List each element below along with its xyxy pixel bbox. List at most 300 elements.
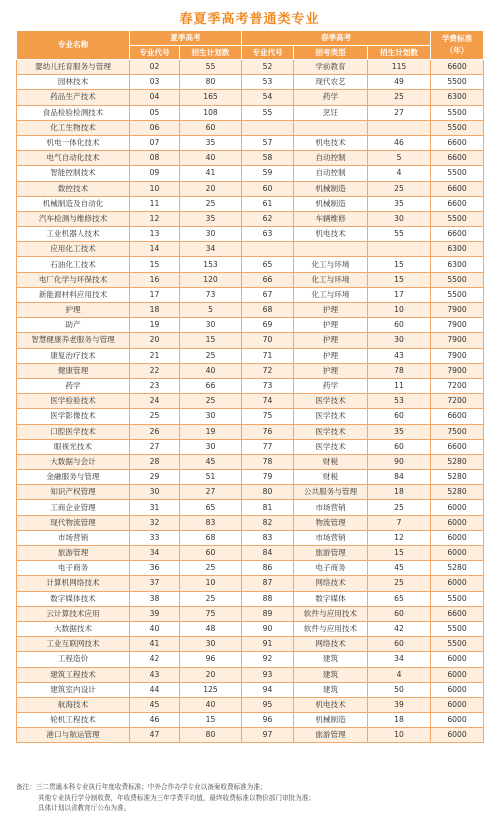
cell-major-name: 口腔医学技术	[17, 424, 130, 439]
cell-major-name: 金融服务与管理	[17, 470, 130, 485]
cell-spring-code: 89	[242, 606, 294, 621]
table-row	[17, 652, 484, 667]
cell-summer-code: 07	[130, 135, 180, 150]
cell-summer-code: 06	[130, 120, 180, 135]
cell-summer-plan: 30	[180, 227, 242, 242]
cell-spring-type: 机械制造	[294, 713, 368, 728]
cell-major-name: 大数据与会计	[17, 454, 130, 469]
cell-spring-plan: 60	[368, 409, 431, 424]
cell-major-name: 机械制造及自动化	[17, 196, 130, 211]
cell-summer-plan: 25	[180, 591, 242, 606]
cell-summer-plan: 96	[180, 652, 242, 667]
cell-summer-plan: 35	[180, 135, 242, 150]
cell-fee: 6000	[431, 576, 484, 591]
cell-spring-plan: 55	[368, 227, 431, 242]
cell-spring-plan: 4	[368, 166, 431, 181]
cell-spring-code: 66	[242, 272, 294, 287]
cell-summer-code: 38	[130, 591, 180, 606]
cell-summer-code: 09	[130, 166, 180, 181]
cell-summer-code: 11	[130, 196, 180, 211]
cell-summer-plan: 15	[180, 333, 242, 348]
cell-summer-plan: 30	[180, 318, 242, 333]
header-summer-plan: 招生计划数	[180, 46, 242, 60]
cell-spring-code: 74	[242, 394, 294, 409]
cell-spring-code: 88	[242, 591, 294, 606]
cell-spring-type: 医学技术	[294, 409, 368, 424]
cell-spring-type: 护理	[294, 363, 368, 378]
cell-spring-type: 市场营销	[294, 530, 368, 545]
cell-major-name: 知识产权管理	[17, 485, 130, 500]
cell-spring-type: 财税	[294, 470, 368, 485]
table-row	[17, 211, 484, 226]
cell-spring-code: 61	[242, 196, 294, 211]
cell-summer-code: 34	[130, 546, 180, 561]
cell-spring-code: 67	[242, 287, 294, 302]
cell-spring-type: 医学技术	[294, 439, 368, 454]
cell-spring-code: 84	[242, 546, 294, 561]
header-major-name: 专业名称	[17, 31, 130, 60]
cell-spring-plan: 65	[368, 591, 431, 606]
cell-major-name: 园林技术	[17, 75, 130, 90]
cell-spring-code: 86	[242, 561, 294, 576]
cell-fee: 5500	[431, 621, 484, 636]
cell-spring-type: 机电技术	[294, 227, 368, 242]
cell-summer-plan: 25	[180, 561, 242, 576]
cell-summer-plan: 165	[180, 90, 242, 105]
table-row	[17, 272, 484, 287]
cell-spring-type: 化工与环境	[294, 257, 368, 272]
cell-spring-plan: 35	[368, 424, 431, 439]
cell-spring-type: 机电技术	[294, 697, 368, 712]
cell-spring-code: 97	[242, 728, 294, 743]
table-row	[17, 348, 484, 363]
cell-summer-code: 43	[130, 667, 180, 682]
cell-summer-plan: 80	[180, 75, 242, 90]
cell-summer-code: 19	[130, 318, 180, 333]
table-row	[17, 181, 484, 196]
cell-spring-plan: 30	[368, 211, 431, 226]
cell-spring-plan: 10	[368, 303, 431, 318]
cell-spring-code: 79	[242, 470, 294, 485]
cell-spring-type: 建筑	[294, 652, 368, 667]
cell-fee: 6000	[431, 713, 484, 728]
cell-major-name: 康复治疗技术	[17, 348, 130, 363]
cell-summer-plan: 25	[180, 394, 242, 409]
cell-fee: 7900	[431, 318, 484, 333]
cell-spring-type: 机械制造	[294, 196, 368, 211]
cell-spring-code: 91	[242, 637, 294, 652]
cell-major-name: 助产	[17, 318, 130, 333]
cell-summer-code: 22	[130, 363, 180, 378]
cell-spring-plan: 42	[368, 621, 431, 636]
cell-summer-code: 31	[130, 500, 180, 515]
cell-spring-code: 68	[242, 303, 294, 318]
cell-summer-code: 33	[130, 530, 180, 545]
cell-summer-code: 40	[130, 621, 180, 636]
table-row	[17, 591, 484, 606]
cell-major-name: 数控技术	[17, 181, 130, 196]
cell-major-name: 工业互联网技术	[17, 637, 130, 652]
table-row	[17, 697, 484, 712]
cell-summer-code: 46	[130, 713, 180, 728]
cell-major-name: 护理	[17, 303, 130, 318]
table-row	[17, 470, 484, 485]
cell-spring-type: 烹饪	[294, 105, 368, 120]
cell-fee: 7200	[431, 394, 484, 409]
cell-major-name: 现代物流管理	[17, 515, 130, 530]
cell-summer-code: 45	[130, 697, 180, 712]
cell-spring-type: 建筑	[294, 667, 368, 682]
cell-fee: 6000	[431, 546, 484, 561]
cell-spring-plan: 53	[368, 394, 431, 409]
cell-spring-type: 机电技术	[294, 135, 368, 150]
cell-summer-plan: 108	[180, 105, 242, 120]
cell-spring-type: 财税	[294, 454, 368, 469]
cell-major-name: 港口与航运管理	[17, 728, 130, 743]
cell-fee: 6000	[431, 515, 484, 530]
cell-spring-type: 药学	[294, 90, 368, 105]
cell-spring-code: 93	[242, 667, 294, 682]
cell-summer-plan: 34	[180, 242, 242, 257]
cell-fee: 6600	[431, 151, 484, 166]
cell-major-name: 建筑室内设计	[17, 682, 130, 697]
cell-spring-type: 医学技术	[294, 394, 368, 409]
cell-summer-plan: 55	[180, 60, 242, 75]
cell-major-name: 药品生产技术	[17, 90, 130, 105]
cell-summer-code: 21	[130, 348, 180, 363]
cell-fee: 7500	[431, 424, 484, 439]
table-row	[17, 151, 484, 166]
header-fee-unit: （年）	[445, 46, 469, 55]
cell-spring-code	[242, 242, 294, 257]
cell-fee: 6600	[431, 181, 484, 196]
table-row	[17, 454, 484, 469]
cell-summer-code: 02	[130, 60, 180, 75]
cell-summer-plan: 25	[180, 348, 242, 363]
note-line: 具体计划以省教育厅公布为准。	[38, 804, 131, 812]
cell-summer-plan: 30	[180, 439, 242, 454]
cell-summer-code: 44	[130, 682, 180, 697]
cell-fee: 7900	[431, 363, 484, 378]
cell-spring-code: 65	[242, 257, 294, 272]
cell-summer-code: 30	[130, 485, 180, 500]
cell-major-name: 婴幼儿托育服务与管理	[17, 60, 130, 75]
cell-fee: 5500	[431, 120, 484, 135]
header-summer: 夏季高考	[130, 31, 242, 46]
cell-spring-type: 车辆维修	[294, 211, 368, 226]
cell-summer-code: 28	[130, 454, 180, 469]
cell-major-name: 化工生物技术	[17, 120, 130, 135]
note-line: 备注：三二贯通本科专业执行年度收费标准；中外合作办学专业以备案收费标准为准；	[16, 783, 267, 791]
cell-spring-type: 学前教育	[294, 60, 368, 75]
cell-major-name: 机电一体化技术	[17, 135, 130, 150]
cell-spring-plan: 78	[368, 363, 431, 378]
cell-fee: 7900	[431, 303, 484, 318]
cell-fee: 7900	[431, 333, 484, 348]
cell-spring-type: 药学	[294, 378, 368, 393]
table-row	[17, 637, 484, 652]
cell-major-name: 医学检验技术	[17, 394, 130, 409]
cell-spring-code: 92	[242, 652, 294, 667]
cell-spring-type: 数字媒体	[294, 591, 368, 606]
cell-fee: 6300	[431, 257, 484, 272]
header-fee-label: 学费标准	[441, 34, 473, 43]
cell-major-name: 药学	[17, 378, 130, 393]
cell-summer-plan: 35	[180, 211, 242, 226]
page-title: 春夏季高考普通类专业	[179, 12, 320, 27]
cell-fee: 5280	[431, 561, 484, 576]
cell-summer-plan: 20	[180, 667, 242, 682]
header-summer-code: 专业代号	[130, 46, 180, 60]
cell-spring-plan	[368, 120, 431, 135]
cell-spring-type: 现代农艺	[294, 75, 368, 90]
cell-fee: 6000	[431, 500, 484, 515]
header-spring-plan: 招生计划数	[368, 46, 431, 60]
cell-spring-type: 电子商务	[294, 561, 368, 576]
cell-fee: 5280	[431, 454, 484, 469]
table-row	[17, 166, 484, 181]
cell-fee: 5500	[431, 287, 484, 302]
cell-summer-code: 23	[130, 378, 180, 393]
cell-summer-plan: 19	[180, 424, 242, 439]
table-row	[17, 75, 484, 90]
cell-spring-code: 96	[242, 713, 294, 728]
cell-summer-plan: 153	[180, 257, 242, 272]
cell-spring-code: 59	[242, 166, 294, 181]
cell-spring-type: 机械制造	[294, 181, 368, 196]
table-row	[17, 682, 484, 697]
cell-spring-plan: 45	[368, 561, 431, 576]
cell-spring-plan: 12	[368, 530, 431, 545]
cell-spring-plan: 50	[368, 682, 431, 697]
cell-spring-code: 58	[242, 151, 294, 166]
cell-spring-plan: 11	[368, 378, 431, 393]
cell-spring-plan: 34	[368, 652, 431, 667]
cell-fee: 6600	[431, 409, 484, 424]
table-body	[17, 60, 484, 743]
cell-fee: 6600	[431, 227, 484, 242]
cell-major-name: 市场营销	[17, 530, 130, 545]
cell-spring-type: 公共服务与管理	[294, 485, 368, 500]
cell-spring-plan: 25	[368, 90, 431, 105]
cell-spring-plan: 60	[368, 606, 431, 621]
cell-summer-plan: 45	[180, 454, 242, 469]
cell-summer-plan: 20	[180, 181, 242, 196]
cell-spring-plan: 25	[368, 576, 431, 591]
cell-spring-code: 73	[242, 378, 294, 393]
cell-spring-type: 自动控制	[294, 166, 368, 181]
cell-summer-code: 14	[130, 242, 180, 257]
cell-major-name: 计算机网络技术	[17, 576, 130, 591]
cell-summer-code: 25	[130, 409, 180, 424]
cell-spring-code: 71	[242, 348, 294, 363]
cell-fee: 5500	[431, 75, 484, 90]
table-row	[17, 439, 484, 454]
table-row	[17, 530, 484, 545]
cell-summer-code: 05	[130, 105, 180, 120]
cell-spring-code: 69	[242, 318, 294, 333]
cell-fee: 6000	[431, 667, 484, 682]
cell-summer-code: 13	[130, 227, 180, 242]
cell-spring-plan: 35	[368, 196, 431, 211]
cell-summer-plan: 48	[180, 621, 242, 636]
cell-spring-type: 护理	[294, 333, 368, 348]
table-row	[17, 196, 484, 211]
cell-major-name: 电子商务	[17, 561, 130, 576]
cell-summer-code: 27	[130, 439, 180, 454]
cell-spring-plan: 27	[368, 105, 431, 120]
cell-fee: 6600	[431, 439, 484, 454]
cell-fee: 6600	[431, 606, 484, 621]
cell-spring-plan: 17	[368, 287, 431, 302]
cell-spring-plan: 4	[368, 667, 431, 682]
cell-summer-code: 20	[130, 333, 180, 348]
cell-summer-plan: 66	[180, 378, 242, 393]
table-row	[17, 242, 484, 257]
table-row	[17, 424, 484, 439]
cell-spring-plan: 39	[368, 697, 431, 712]
cell-major-name: 电厂化学与环保技术	[17, 272, 130, 287]
cell-fee: 6600	[431, 60, 484, 75]
cell-spring-plan: 15	[368, 257, 431, 272]
cell-spring-code: 90	[242, 621, 294, 636]
cell-summer-code: 04	[130, 90, 180, 105]
table-row	[17, 621, 484, 636]
cell-spring-code: 87	[242, 576, 294, 591]
cell-fee: 5500	[431, 637, 484, 652]
cell-spring-plan: 84	[368, 470, 431, 485]
cell-spring-code: 76	[242, 424, 294, 439]
cell-major-name: 汽车检测与维修技术	[17, 211, 130, 226]
cell-fee: 5500	[431, 166, 484, 181]
cell-summer-code: 12	[130, 211, 180, 226]
cell-summer-plan: 60	[180, 120, 242, 135]
cell-summer-plan: 60	[180, 546, 242, 561]
cell-spring-plan: 7	[368, 515, 431, 530]
table-row	[17, 546, 484, 561]
cell-spring-plan: 43	[368, 348, 431, 363]
table-row	[17, 227, 484, 242]
table-row	[17, 318, 484, 333]
cell-fee: 6600	[431, 196, 484, 211]
cell-fee: 5500	[431, 591, 484, 606]
cell-summer-plan: 30	[180, 409, 242, 424]
cell-summer-code: 26	[130, 424, 180, 439]
table-row	[17, 333, 484, 348]
cell-spring-type: 旅游管理	[294, 728, 368, 743]
cell-summer-code: 17	[130, 287, 180, 302]
note-line: 其他专业执行学分制收费，年收费标准为三年学费平均值，最终收费标准以物价部门审批为准；	[38, 793, 315, 802]
cell-summer-code: 18	[130, 303, 180, 318]
cell-summer-code: 08	[130, 151, 180, 166]
cell-summer-plan: 75	[180, 606, 242, 621]
cell-summer-plan: 65	[180, 500, 242, 515]
header-spring-type: 招考类型	[294, 46, 368, 60]
cell-summer-plan: 40	[180, 697, 242, 712]
cell-fee: 5500	[431, 272, 484, 287]
cell-major-name: 石油化工技术	[17, 257, 130, 272]
cell-fee: 7900	[431, 348, 484, 363]
cell-spring-plan	[368, 242, 431, 257]
cell-spring-plan: 25	[368, 181, 431, 196]
cell-major-name: 工程造价	[17, 652, 130, 667]
cell-spring-code: 82	[242, 515, 294, 530]
cell-spring-plan: 10	[368, 728, 431, 743]
cell-summer-code: 15	[130, 257, 180, 272]
cell-spring-type: 软件与应用技术	[294, 606, 368, 621]
table-row	[17, 576, 484, 591]
cell-summer-plan: 120	[180, 272, 242, 287]
cell-spring-code: 53	[242, 75, 294, 90]
cell-summer-code: 16	[130, 272, 180, 287]
header-spring-code: 专业代号	[242, 46, 294, 60]
cell-spring-plan: 49	[368, 75, 431, 90]
cell-spring-code: 80	[242, 485, 294, 500]
table-row	[17, 257, 484, 272]
cell-major-name: 大数据技术	[17, 621, 130, 636]
cell-summer-code: 37	[130, 576, 180, 591]
cell-spring-type	[294, 242, 368, 257]
table-row	[17, 485, 484, 500]
table-row	[17, 394, 484, 409]
cell-fee: 6000	[431, 728, 484, 743]
cell-spring-type: 护理	[294, 318, 368, 333]
cell-major-name: 健康管理	[17, 363, 130, 378]
cell-spring-plan: 60	[368, 318, 431, 333]
cell-spring-type: 化工与环境	[294, 272, 368, 287]
cell-spring-type: 护理	[294, 348, 368, 363]
cell-spring-code: 77	[242, 439, 294, 454]
cell-spring-type: 旅游管理	[294, 546, 368, 561]
cell-summer-code: 36	[130, 561, 180, 576]
table-row	[17, 561, 484, 576]
table-row	[17, 728, 484, 743]
table-row	[17, 500, 484, 515]
cell-spring-plan: 18	[368, 713, 431, 728]
cell-spring-type: 建筑	[294, 682, 368, 697]
cell-spring-plan: 46	[368, 135, 431, 150]
table-row	[17, 135, 484, 150]
cell-major-name: 轮机工程技术	[17, 713, 130, 728]
table-row	[17, 90, 484, 105]
cell-spring-code: 75	[242, 409, 294, 424]
cell-major-name: 云计算技术应用	[17, 606, 130, 621]
cell-fee: 6300	[431, 242, 484, 257]
cell-spring-plan: 25	[368, 500, 431, 515]
cell-fee: 5500	[431, 211, 484, 226]
cell-fee: 5500	[431, 105, 484, 120]
cell-spring-code: 60	[242, 181, 294, 196]
cell-major-name: 医学影像技术	[17, 409, 130, 424]
notes	[16, 782, 486, 814]
cell-major-name: 电气自动化技术	[17, 151, 130, 166]
cell-summer-plan: 51	[180, 470, 242, 485]
cell-major-name: 新能源材料应用技术	[17, 287, 130, 302]
cell-summer-plan: 25	[180, 196, 242, 211]
cell-fee: 7200	[431, 378, 484, 393]
cell-summer-plan: 80	[180, 728, 242, 743]
cell-summer-code: 42	[130, 652, 180, 667]
cell-fee: 5280	[431, 470, 484, 485]
cell-major-name: 数字媒体技术	[17, 591, 130, 606]
cell-spring-code: 55	[242, 105, 294, 120]
cell-major-name: 建筑工程技术	[17, 667, 130, 682]
cell-summer-code: 03	[130, 75, 180, 90]
cell-spring-code: 57	[242, 135, 294, 150]
cell-spring-code: 52	[242, 60, 294, 75]
header-spring: 春季高考	[242, 31, 431, 46]
table-row	[17, 409, 484, 424]
